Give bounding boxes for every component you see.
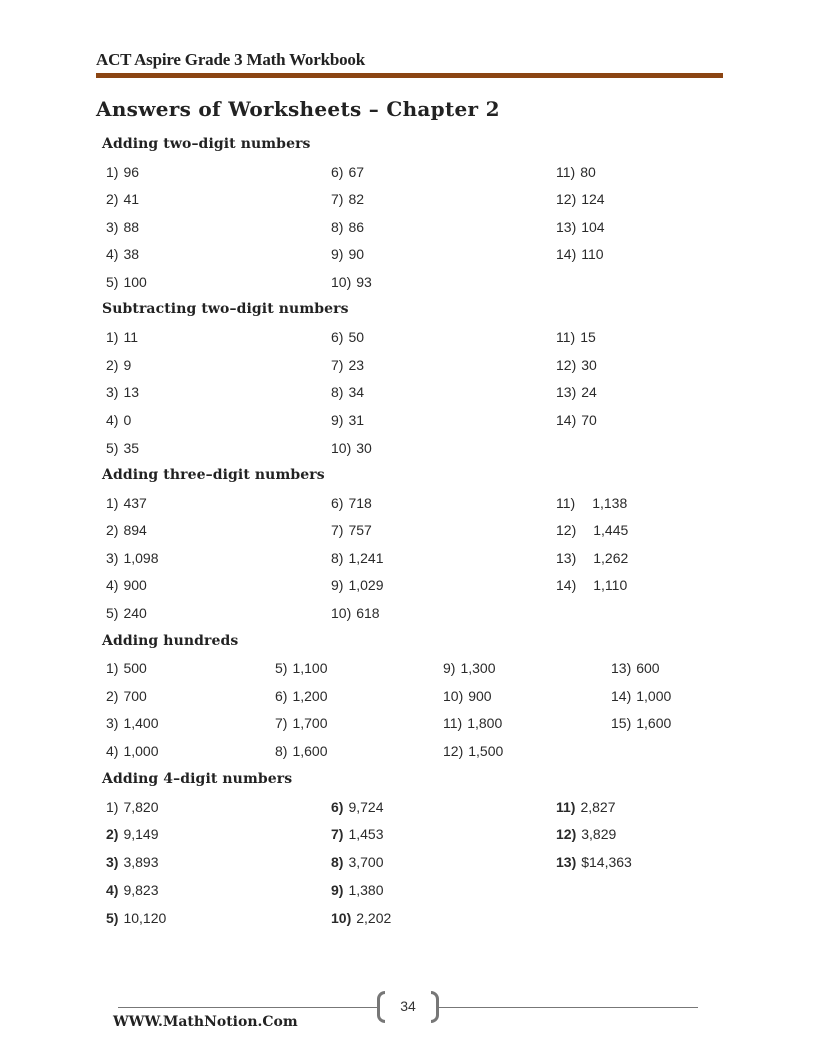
answer-value: 9,823 [123,882,159,898]
answer-number: 12) [443,743,464,759]
answer-value: 70 [581,412,597,428]
answer-item [275,660,328,676]
answer-value: 80 [580,164,596,180]
answer-value: 67 [348,164,365,180]
answer-value: 34 [348,384,365,400]
answer-value: 600 [636,660,660,676]
answer-number: 7) [331,357,344,373]
answer-number: 8) [331,854,344,870]
answer-item [556,357,597,373]
book-title: ACT Aspire Grade 3 Math Workbook [96,50,365,69]
answer-number: 10) [331,274,352,290]
website-url: WWW.MathNotion.Com [113,1014,298,1030]
answer-value: 500 [123,660,147,676]
section-title: Adding two–digit numbers [102,136,311,152]
answer-value: 7,820 [123,799,159,815]
answer-number: 2) [106,522,119,538]
answer-item [106,577,147,593]
answer-value: 82 [348,191,365,207]
section-title: Adding 4–digit numbers [102,771,293,787]
answer-number: 7) [275,715,288,731]
answer-item [106,854,159,870]
answer-item [106,164,139,180]
answer-number: 3) [106,715,119,731]
answer-item [331,550,384,566]
answer-number: 11) [443,715,463,731]
answer-item [331,274,372,290]
answer-item [106,357,131,373]
header-rule [96,73,723,78]
answer-number: 2) [106,688,119,704]
answer-value: $14,363 [581,854,632,870]
answer-item [106,412,131,428]
answer-number: 6) [275,688,288,704]
answer-value: 41 [123,191,140,207]
answer-value: 1,600 [292,743,328,759]
answer-value: 15 [580,329,596,345]
answer-item [106,274,147,290]
answer-number: 8) [275,743,288,759]
answer-number: 4) [106,743,119,759]
answer-number: 3) [106,854,119,870]
answer-item [331,329,364,345]
answer-value: 11 [123,329,138,345]
answer-item [331,910,391,926]
answer-number: 11) [556,164,576,180]
answer-number: 7) [331,826,344,842]
answer-number: 9) [443,660,456,676]
answer-value: 1,500 [468,743,504,759]
answer-value: 757 [348,522,372,538]
answer-number: 11) [556,329,576,345]
answer-value: 1,100 [292,660,328,676]
answer-number: 1) [106,329,119,345]
answer-item [443,688,492,704]
answer-value: 1,098 [123,550,159,566]
answer-value: 437 [123,495,147,511]
answer-number: 2) [106,191,119,207]
answer-item [556,799,616,815]
answer-number: 6) [331,799,344,815]
answer-number: 14) [556,246,577,262]
page-number: 34 [400,998,416,1014]
answer-item [106,495,147,511]
answer-number: 12) [556,826,577,842]
answer-number: 14) [611,688,632,704]
answer-value: 88 [123,219,140,235]
answer-value: 1,445 [593,522,629,538]
answer-value: 13 [123,384,140,400]
answer-item [106,605,147,621]
answer-value: 240 [123,605,147,621]
answer-number: 13) [556,219,577,235]
answer-number: 8) [331,219,344,235]
answer-value: 2,202 [356,910,392,926]
answer-item [106,191,139,207]
answer-item [556,495,627,511]
answer-number: 9) [331,882,344,898]
answer-item [443,660,496,676]
answer-value: 1,000 [123,743,159,759]
answer-value: 100 [123,274,147,290]
answer-item [443,743,503,759]
footer-line-right [439,1007,698,1008]
answer-number: 8) [331,384,344,400]
answer-item [331,882,384,898]
answer-value: 9 [123,357,132,373]
answer-value: 3,893 [123,854,159,870]
answer-item [106,826,159,842]
answer-item [106,688,147,704]
answer-value: 3,700 [348,854,384,870]
answer-item [556,550,628,566]
answer-value: 2,827 [580,799,616,815]
answer-number: 13) [611,660,632,676]
answer-number: 12) [556,357,577,373]
answer-item [331,522,372,538]
answer-number: 10) [443,688,464,704]
answer-item [275,688,328,704]
answer-item [556,219,605,235]
answer-number: 3) [106,384,119,400]
section-title: Adding hundreds [102,633,239,649]
answer-item [106,550,159,566]
answer-value: 30 [356,440,372,456]
answer-item [106,219,139,235]
answer-number: 13) [556,384,577,400]
answer-value: 1,800 [467,715,503,731]
answer-number: 11) [556,799,576,815]
answer-number: 9) [331,246,344,262]
answer-item [331,219,364,235]
answer-number: 2) [106,826,119,842]
answer-number: 5) [106,910,119,926]
answer-number: 15) [611,715,632,731]
answer-number: 9) [331,577,344,593]
answer-number: 3) [106,219,119,235]
answer-number: 3) [106,550,119,566]
answer-number: 11) [556,495,576,511]
answer-item [331,440,372,456]
answer-item [556,522,628,538]
answer-item [331,412,364,428]
answer-value: 1,600 [636,715,672,731]
answer-value: 96 [123,164,140,180]
answer-number: 5) [275,660,288,676]
answer-value: 50 [348,329,365,345]
answer-value: 1,000 [636,688,672,704]
answer-value: 618 [356,605,380,621]
answer-item [275,743,328,759]
answer-number: 5) [106,440,119,456]
answer-value: 1,300 [460,660,496,676]
answer-item [611,715,671,731]
answer-value: 1,700 [292,715,328,731]
answer-value: 1,400 [123,715,159,731]
answer-number: 10) [331,605,352,621]
answer-item [106,329,138,345]
answer-value: 718 [348,495,372,511]
answer-value: 1,029 [348,577,384,593]
answer-number: 6) [331,329,344,345]
answer-value: 1,380 [348,882,384,898]
section-title: Adding three–digit numbers [102,467,325,483]
section-title: Subtracting two–digit numbers [102,301,349,317]
footer-line-left [118,1007,377,1008]
answer-value: 10,120 [123,910,167,926]
answer-value: 1,138 [592,495,628,511]
answer-item [106,882,159,898]
answer-number: 13) [556,550,577,566]
answer-value: 3,829 [581,826,617,842]
answer-value: 900 [468,688,492,704]
answer-number: 1) [106,164,119,180]
answer-item [331,577,384,593]
answer-item [106,715,159,731]
answer-item [106,440,139,456]
answer-value: 1,241 [348,550,384,566]
answer-number: 2) [106,357,119,373]
answer-number: 10) [331,910,352,926]
answer-value: 38 [123,246,140,262]
answer-value: 900 [123,577,147,593]
answer-item [611,660,660,676]
answer-item [331,246,364,262]
answer-item [331,826,384,842]
answer-item [556,412,597,428]
answer-item [331,384,364,400]
answer-item [275,715,328,731]
answer-value: 110 [581,246,604,262]
answer-number: 7) [331,191,344,207]
answer-item [331,854,384,870]
answer-number: 4) [106,246,119,262]
answer-number: 4) [106,412,119,428]
answer-item [106,384,139,400]
answer-number: 14) [556,577,577,593]
chapter-title: Answers of Worksheets – Chapter 2 [96,97,500,121]
answer-item [556,164,596,180]
answer-number: 12) [556,191,577,207]
answer-item [556,246,604,262]
answer-item [556,329,596,345]
answer-number: 12) [556,522,577,538]
answer-item [331,164,364,180]
answer-value: 93 [356,274,372,290]
answer-value: 124 [581,191,605,207]
answer-value: 23 [348,357,365,373]
answer-item [331,799,384,815]
answer-number: 4) [106,882,119,898]
answer-number: 6) [331,495,344,511]
answer-item [331,357,364,373]
answer-number: 10) [331,440,352,456]
answer-value: 1,453 [348,826,384,842]
answer-value: 86 [348,219,365,235]
answer-value: 31 [348,412,365,428]
answer-number: 14) [556,412,577,428]
answer-item [106,799,159,815]
answer-number: 5) [106,274,119,290]
answer-number: 7) [331,522,344,538]
answer-item [106,522,147,538]
answer-item [443,715,502,731]
answer-value: 700 [123,688,147,704]
answer-value: 30 [581,357,597,373]
answer-item [106,743,159,759]
answer-number: 4) [106,577,119,593]
answer-value: 90 [348,246,365,262]
answer-value: 894 [123,522,147,538]
answer-item [556,191,605,207]
answer-value: 35 [123,440,140,456]
answer-number: 8) [331,550,344,566]
answer-item [331,495,372,511]
answer-value: 1,200 [292,688,328,704]
answer-value: 9,149 [123,826,159,842]
answer-number: 9) [331,412,344,428]
answer-number: 1) [106,495,119,511]
answer-value: 1,110 [593,577,628,593]
answer-item [106,910,166,926]
answer-item [106,660,147,676]
answer-value: 9,724 [348,799,384,815]
answer-number: 1) [106,799,119,815]
answer-number: 6) [331,164,344,180]
answer-item [106,246,139,262]
answer-value: 1,262 [593,550,629,566]
page-number-box [377,991,439,1023]
answer-item [331,605,380,621]
answer-item [556,854,632,870]
answer-item [556,826,616,842]
answer-item [331,191,364,207]
answer-value: 104 [581,219,605,235]
answer-number: 5) [106,605,119,621]
answer-item [611,688,671,704]
answer-item [556,577,627,593]
answer-number: 13) [556,854,577,870]
answer-value: 24 [581,384,597,400]
answer-item [556,384,597,400]
answer-number: 1) [106,660,119,676]
answer-value: 0 [123,412,132,428]
